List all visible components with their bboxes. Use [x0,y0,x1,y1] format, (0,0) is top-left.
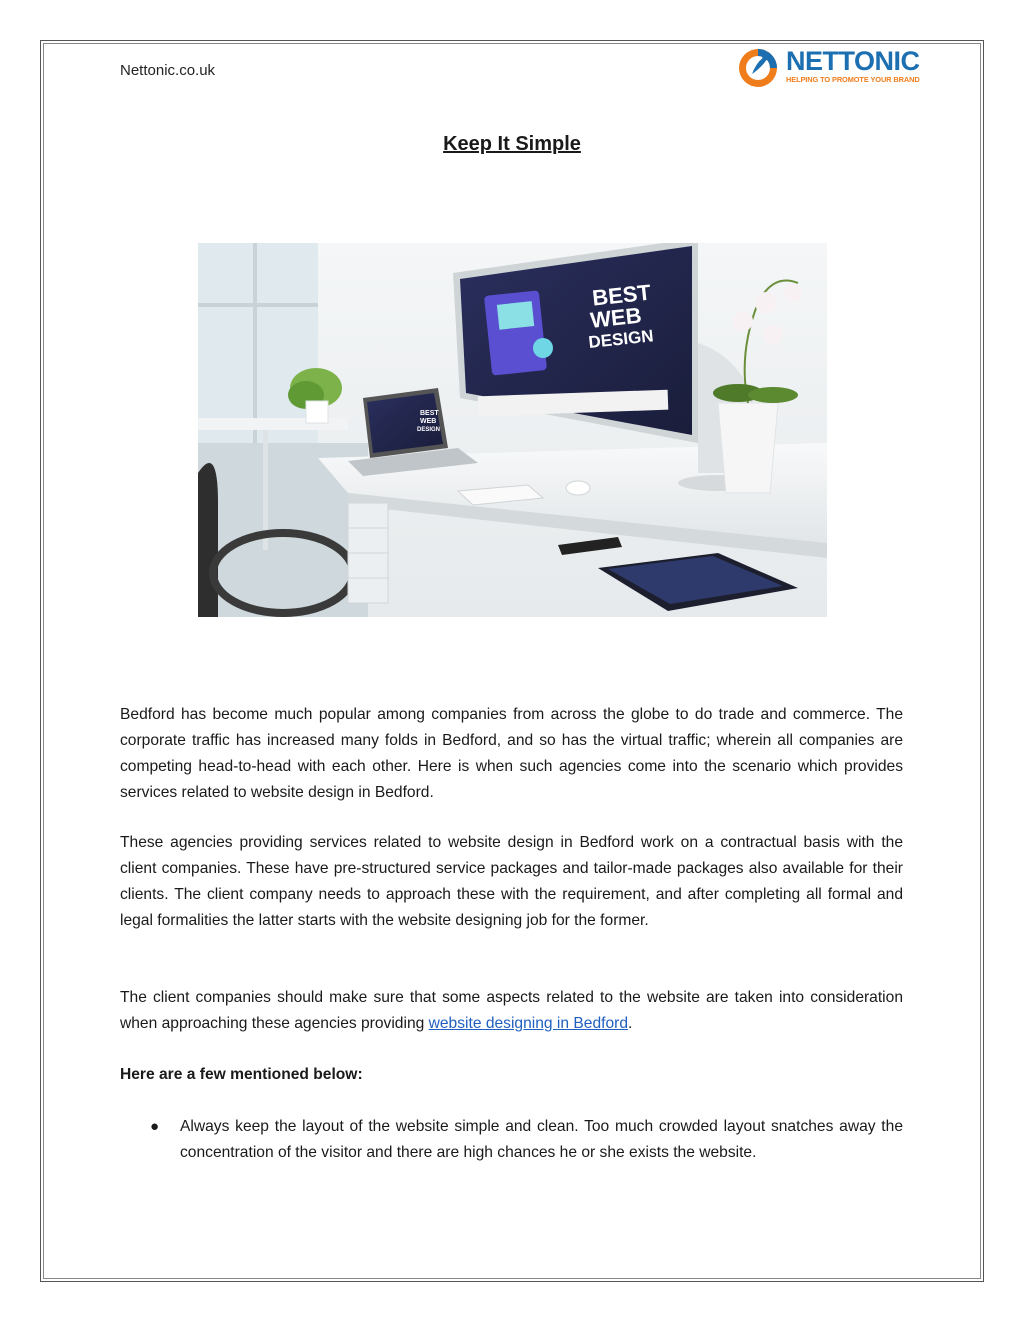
page-border-inner [43,43,981,1279]
bullet-icon: ● [150,1118,160,1135]
list-item [150,1114,903,1166]
laptop-text-design: DESIGN [417,427,441,433]
site-url: Nettonic.co.uk [120,62,216,79]
tips-list [150,1114,903,1166]
paragraph-considerations [120,985,903,1037]
laptop-text-best: BEST [420,410,439,417]
logo-wordmark: NETTONIC [786,46,920,76]
monitor-text-web: WEB [589,302,643,333]
monitor-text-design: DESIGN [587,326,655,353]
office-web-design-illustration [198,243,827,617]
paragraph-intro: Bedford has become much popular among companies from across the globe to do trade and commerce. The corporate traffic has increased many folds in Bedford, and so has the virtual traffic; wherein all companies are competing head-to-head with each other. Here is when such agencies come into the scenario which provides services related to website design in Bedford. [120,706,903,801]
paragraph-agencies: These agencies providing services related to website design in Bedford work on a contractual basis with the client companies. These have pre-structured service packages and tailor-made packages also available for their clients. The client company needs to approach these with the requirement, and after completing all formal and legal formalities the latter starts with the website designing job for the former. [120,834,903,929]
nettonic-logo [736,44,920,90]
paragraph-considerations-text: The client companies should make sure that some aspects related to the website are taken into consideration when approaching these agencies providing [120,989,903,1032]
laptop-text-web: WEB [420,418,437,425]
monitor-text-best: BEST [591,279,653,311]
list-heading: Here are a few mentioned below: [120,1066,363,1083]
paragraph-considerations-end: . [628,1015,633,1032]
page-title: Keep It Simple [443,133,581,155]
logo-tagline: HELPING TO PROMOTE YOUR BRAND [786,75,920,84]
list-item-text: Always keep the layout of the website simple and clean. Too much crowded layout snatches away the concentration of the visitor and there are high chances he or she exists the website. [180,1118,903,1161]
website-designing-bedford-link[interactable]: website designing in Bedford [428,1015,629,1032]
logo-mark-icon [736,44,784,90]
hero-image [198,243,827,617]
